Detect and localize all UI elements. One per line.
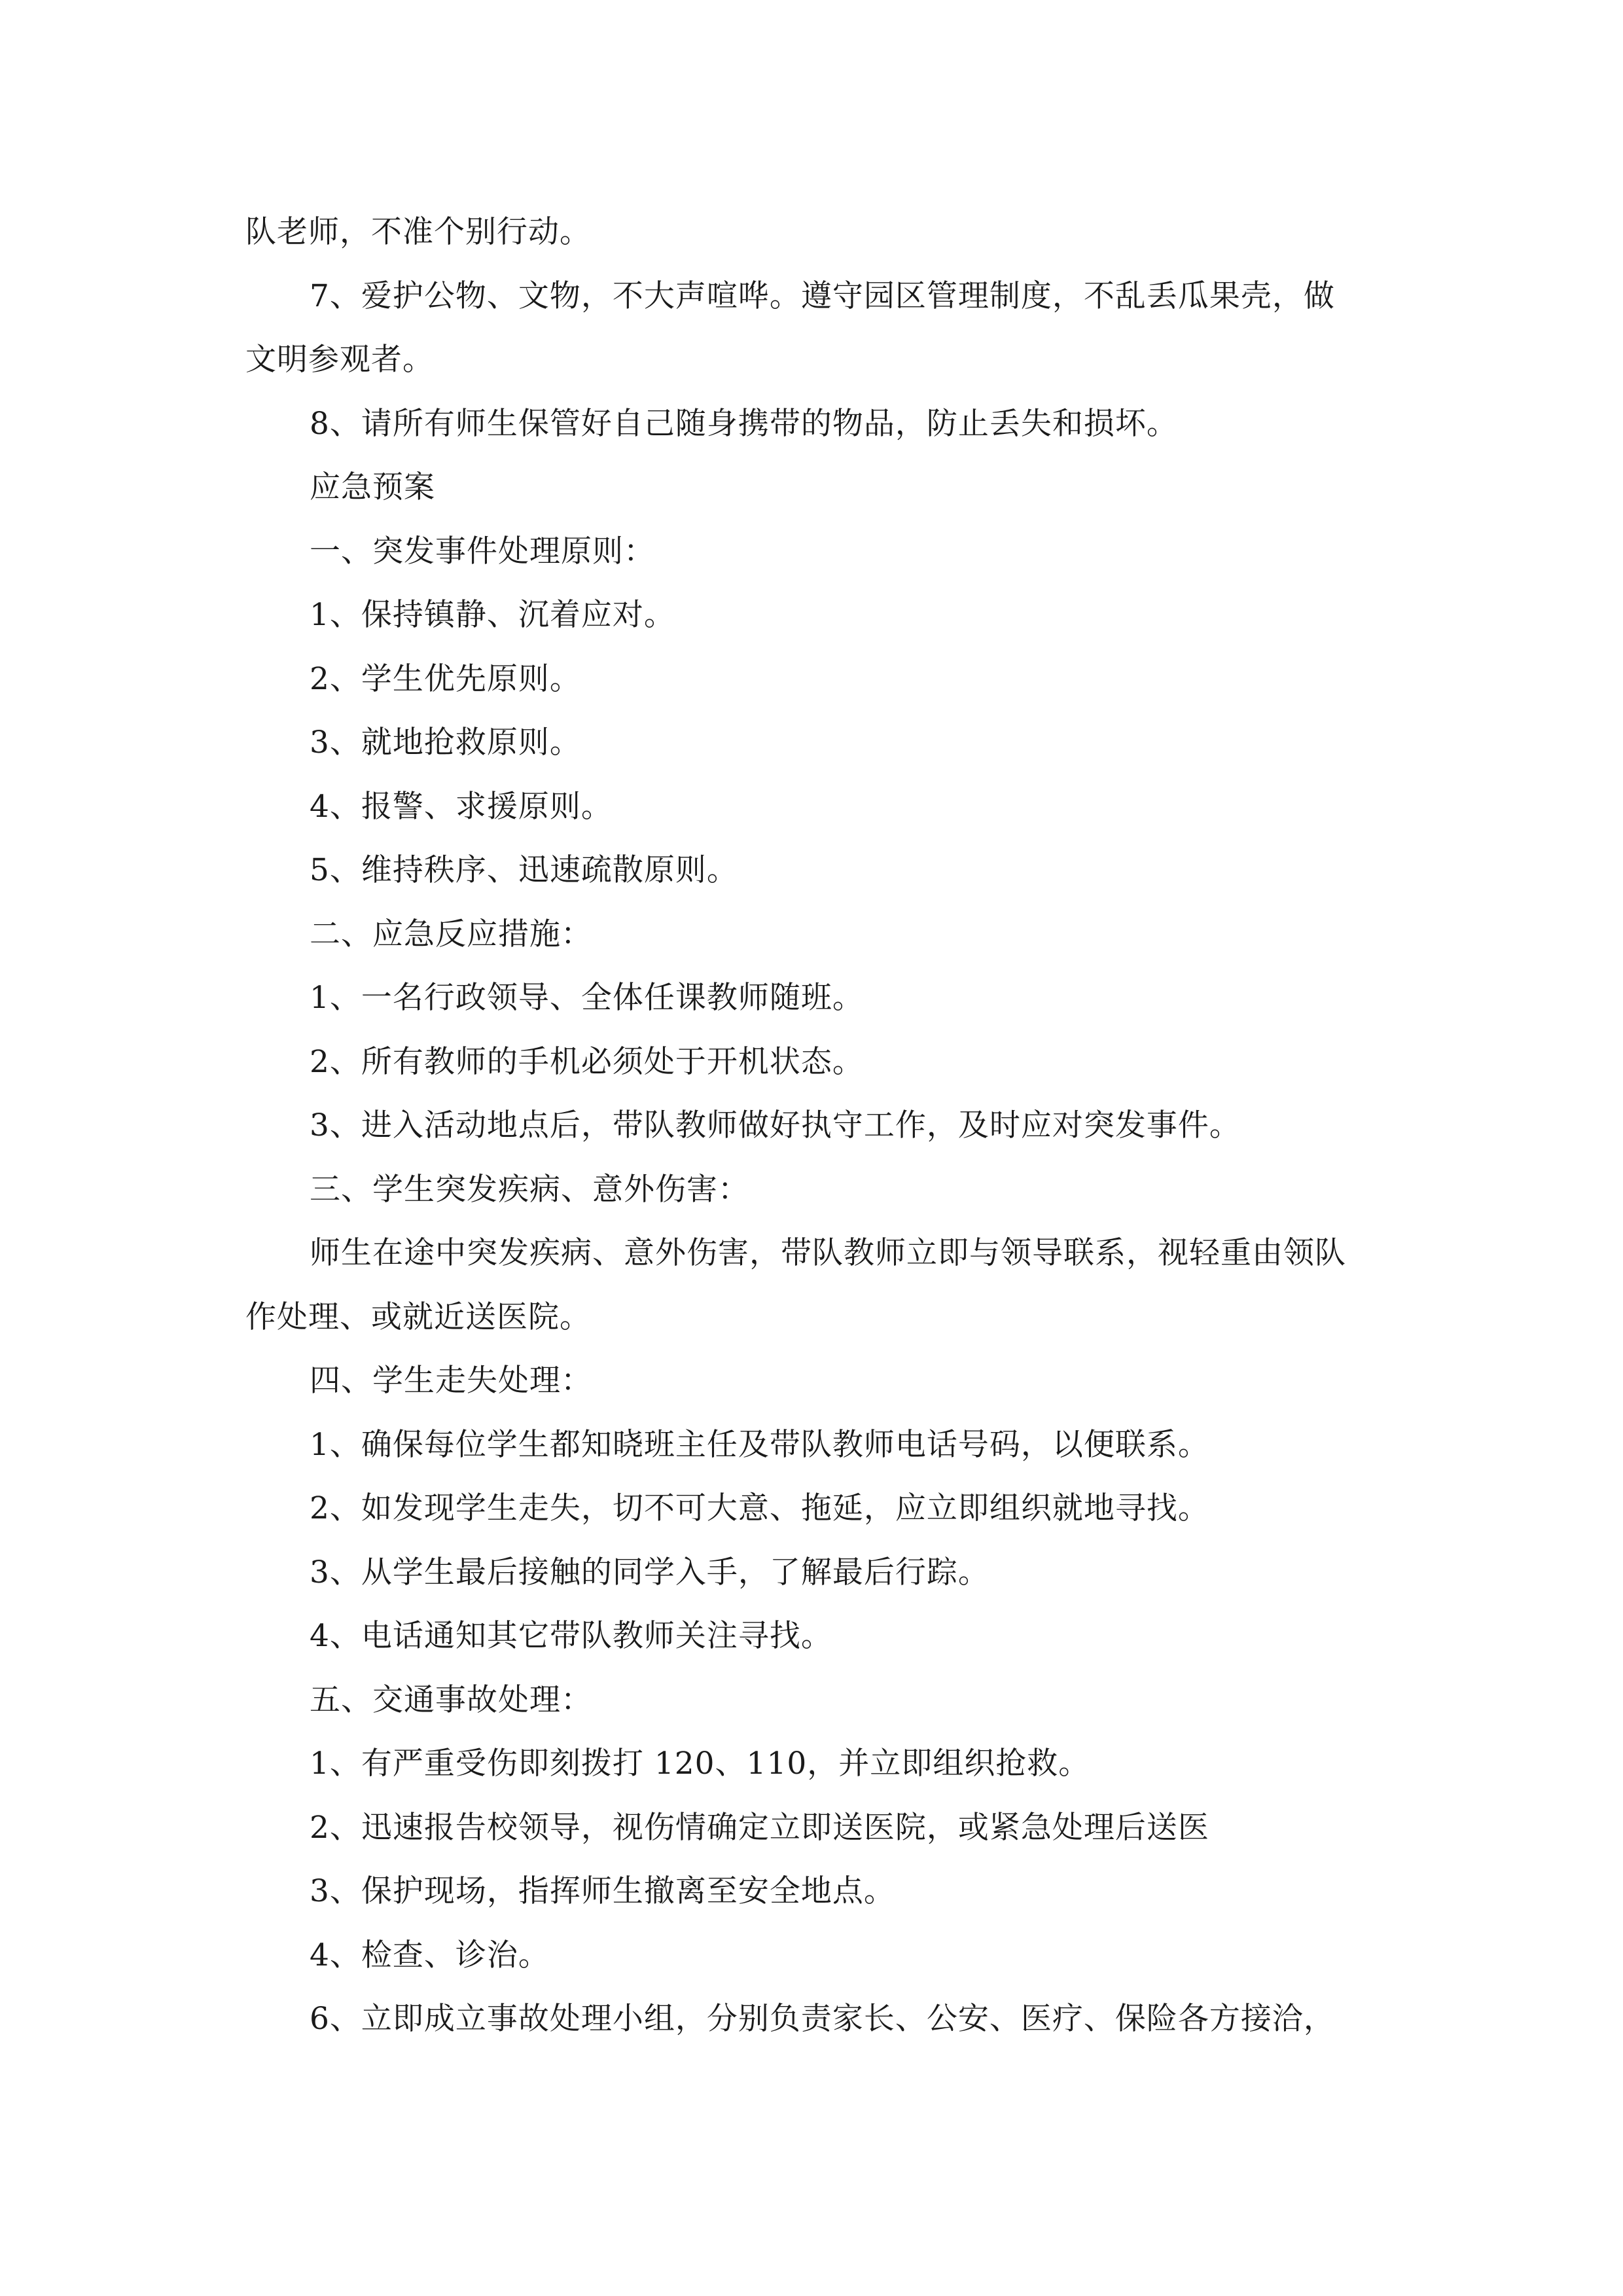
list-item: 1、一名行政领导、全体任课教师随班。 [310, 980, 864, 1016]
list-item: 3、就地抢救原则。 [310, 725, 581, 761]
list-item: 4、检查、诊治。 [310, 1937, 550, 1973]
text-line: 文明参观者。 [245, 342, 434, 378]
section-heading: 应急预案 [310, 469, 435, 505]
list-item: 6、立即成立事故处理小组，分别负责家长、公安、医疗、保险各方接洽， [310, 2001, 1335, 2037]
text-line: 7、爱护公物、文物，不大声喧哗。遵守园区管理制度，不乱丢瓜果壳，做 [310, 278, 1335, 314]
section-heading: 三、学生突发疾病、意外伤害： [310, 1171, 749, 1208]
list-item: 2、迅速报告校领导，视伤情确定立即送医院，或紧急处理后送医 [310, 1809, 1209, 1846]
text-line: 师生在途中突发疾病、意外伤害，带队教师立即与领导联系，视轻重由领队 [310, 1235, 1346, 1271]
section-heading: 五、交通事故处理： [310, 1681, 592, 1718]
list-item: 2、如发现学生走失，切不可大意、拖延，应立即组织就地寻找。 [310, 1490, 1209, 1526]
document-body [245, 200, 1384, 2051]
section-heading: 一、突发事件处理原则： [310, 533, 655, 569]
list-item: 2、学生优先原则。 [310, 660, 581, 697]
list-item: 4、报警、求援原则。 [310, 788, 613, 825]
list-item: 4、电话通知其它带队教师关注寻找。 [310, 1618, 832, 1654]
list-item: 3、保护现场，指挥师生撤离至安全地点。 [310, 1873, 895, 1909]
list-item: 1、有严重受伤即刻拨打 120、110，并立即组织抢救。 [310, 1746, 1090, 1782]
list-item: 2、所有教师的手机必须处于开机状态。 [310, 1043, 864, 1080]
text-line: 8、请所有师生保管好自己随身携带的物品，防止丢失和损坏。 [310, 405, 1178, 442]
text-line: 队老师，不准个别行动。 [245, 214, 591, 250]
list-item: 5、维持秩序、迅速疏散原则。 [310, 852, 738, 888]
section-heading: 四、学生走失处理： [310, 1363, 592, 1399]
section-heading: 二、应急反应措施： [310, 916, 592, 952]
text-line: 作处理、或就近送医院。 [245, 1299, 591, 1335]
list-item: 3、从学生最后接触的同学入手，了解最后行踪。 [310, 1554, 990, 1590]
list-item: 1、确保每位学生都知晓班主任及带队教师电话号码，以便联系。 [310, 1426, 1209, 1463]
list-item: 1、保持镇静、沉着应对。 [310, 597, 675, 633]
list-item: 3、进入活动地点后，带队教师做好执守工作，及时应对突发事件。 [310, 1107, 1241, 1143]
